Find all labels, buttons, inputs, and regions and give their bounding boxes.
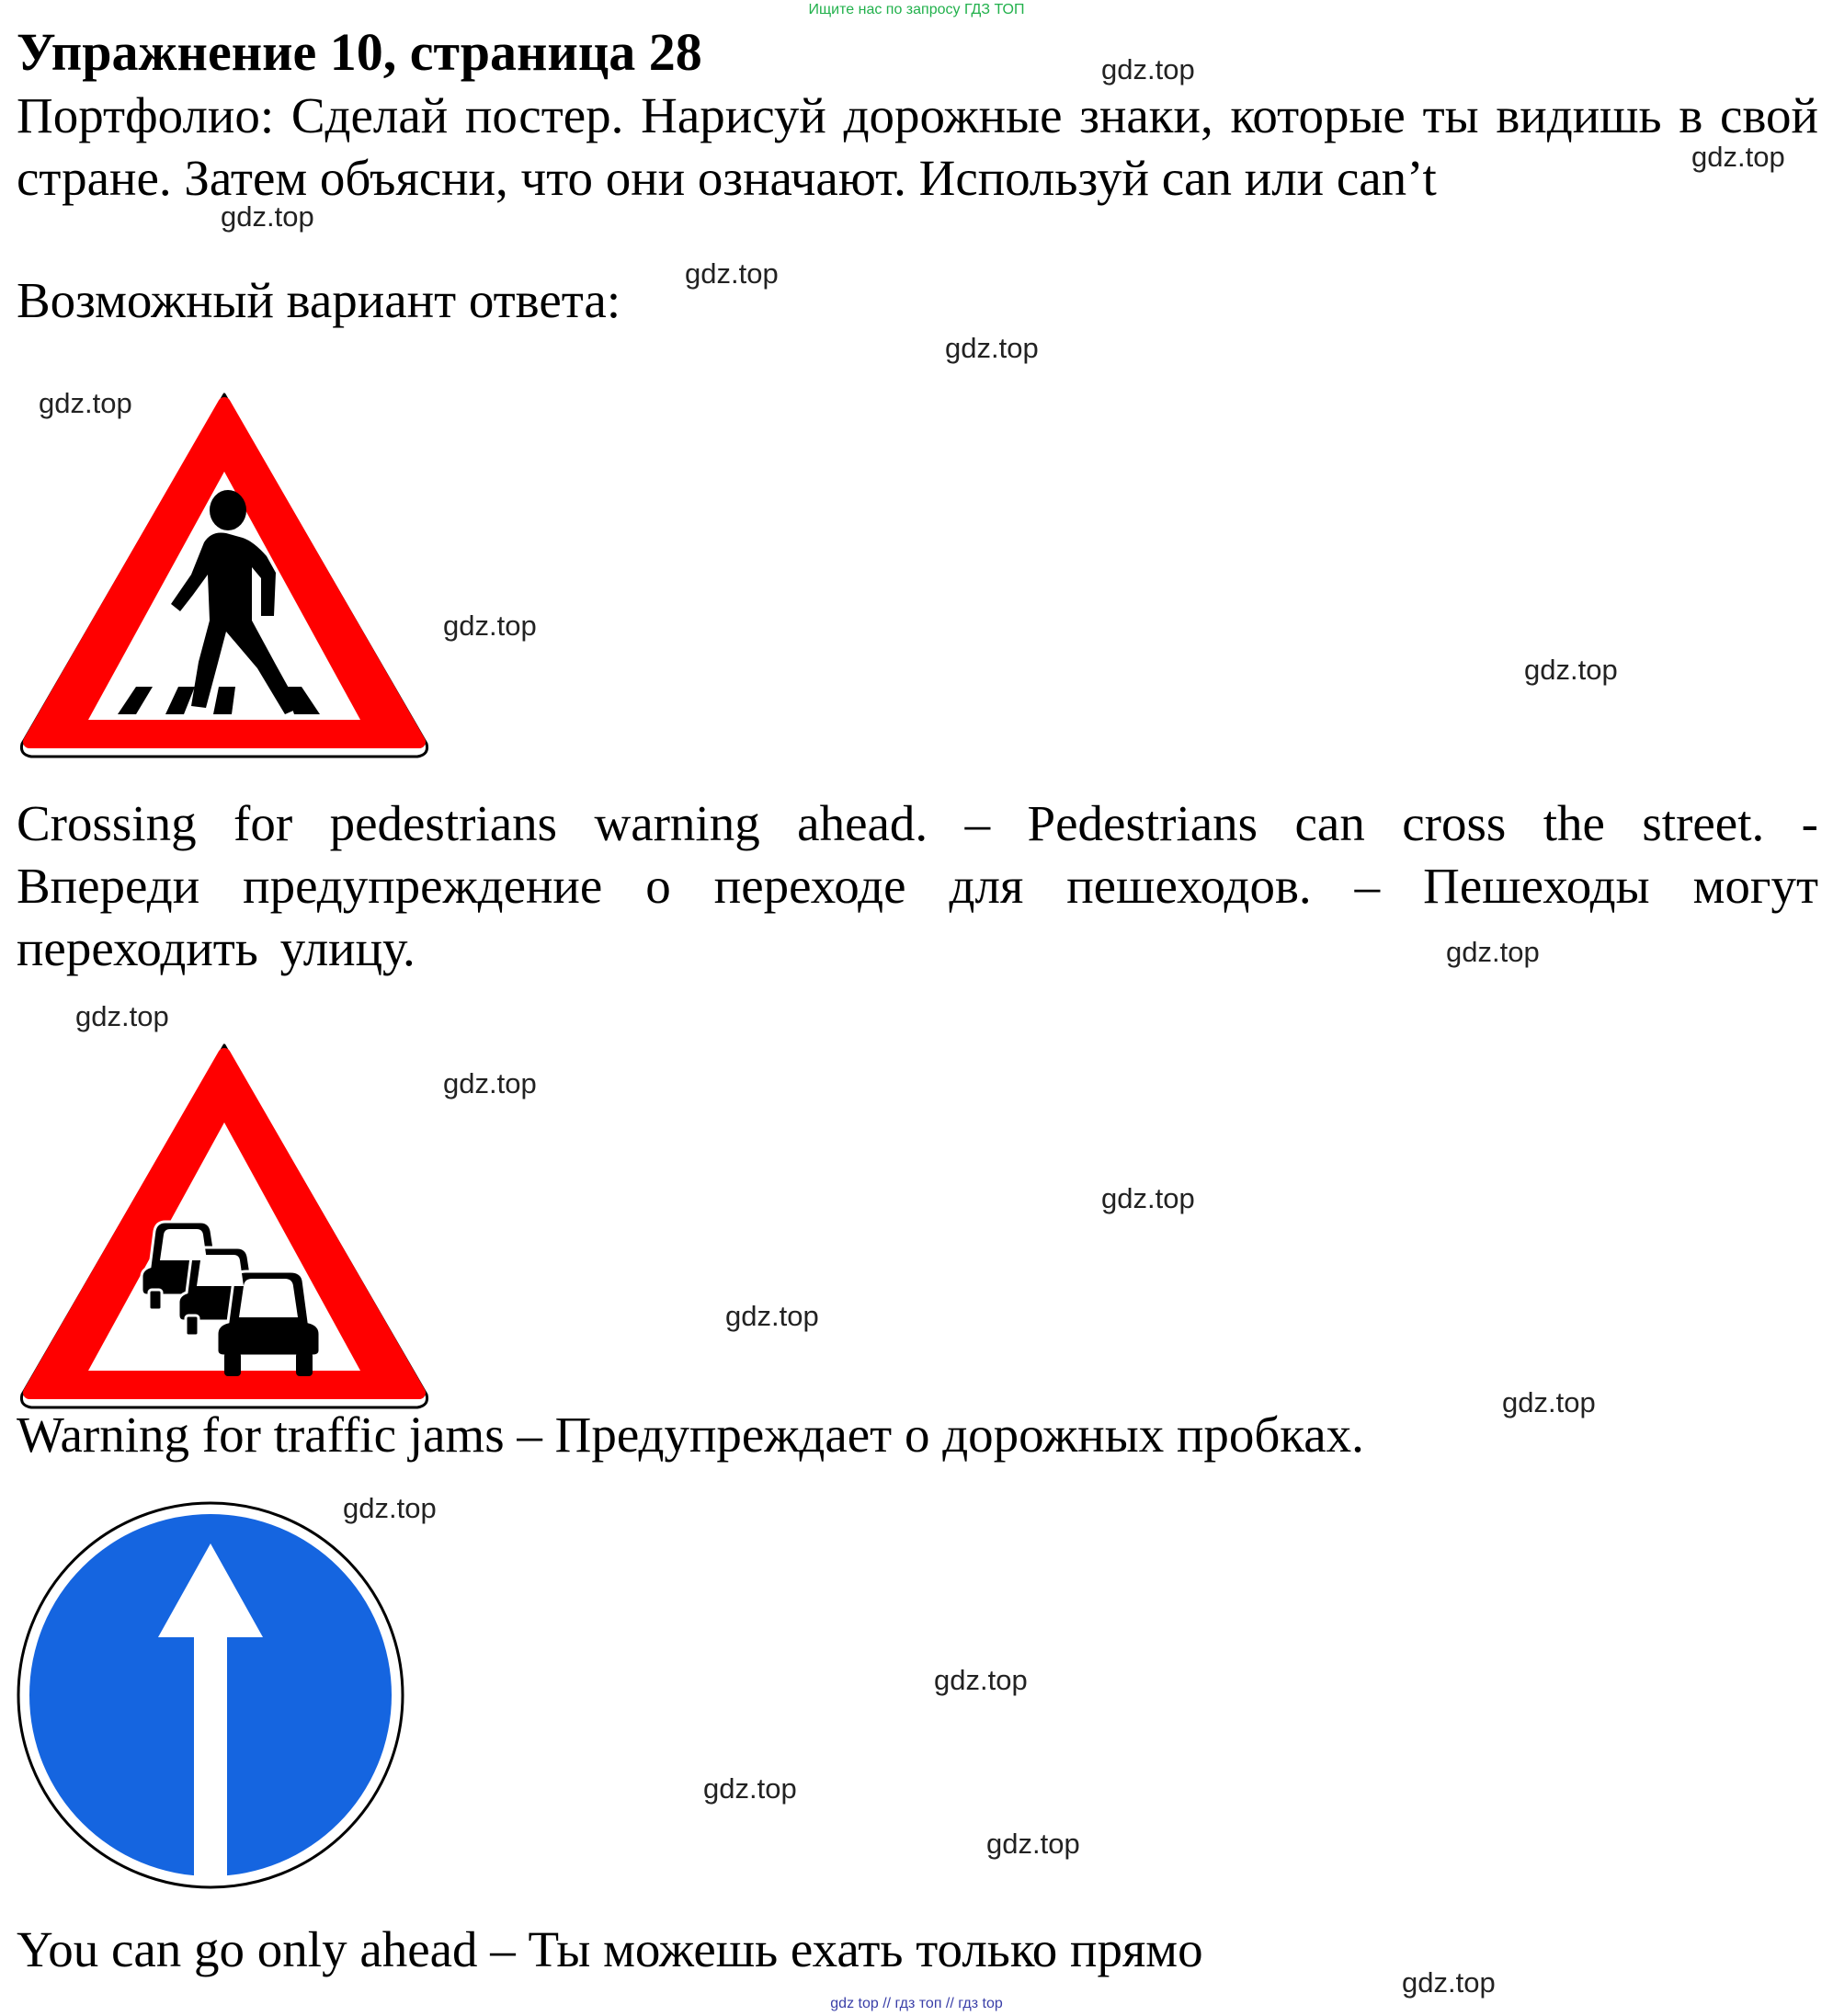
watermark: gdz.top [725,1300,819,1332]
watermark: gdz.top [1101,53,1195,85]
sign-caption-straight-ahead: You can go only ahead – Ты можешь ехать только прямо [17,1921,1203,1977]
top-banner: Ищите нас по запросу ГДЗ ТОП [808,2,1025,17]
watermark: gdz.top [685,257,779,290]
sign-caption-traffic-jam: Warning for traffic jams – Предупреждает о дорожных пробках. [17,1407,1364,1463]
answer-label: Возможный вариант ответа: [17,272,621,328]
watermark: gdz.top [443,1067,537,1099]
pedestrian-crossing-sign-icon [17,391,432,760]
footer: gdz top // гдз топ // гдз top [830,1996,1003,2011]
watermark: gdz.top [945,332,1039,364]
sign-caption-pedestrian: Crossing for pedestrians warning ahead. – Pedestrians can cross the street. - Впереди предупреждение о переходе для пешеходов. – Пешеходы могут переходить улицу. [17,795,1818,976]
watermark: gdz.top [443,609,537,642]
watermark: gdz.top [1402,1966,1496,1999]
watermark: gdz.top [1502,1386,1596,1418]
page-title: Упражнение 10, страница 28 [17,22,702,82]
watermark: gdz.top [39,387,132,419]
watermark: gdz.top [1524,654,1618,686]
watermark: gdz.top [221,200,314,233]
watermark: gdz.top [703,1772,797,1805]
watermark: gdz.top [934,1664,1028,1696]
watermark: gdz.top [75,1000,169,1032]
task-text: Портфолио: Сделай постер. Нарисуй дорожные знаки, которые ты видишь в свой стране. Затем объясни, что они означают. Используй can или can’t [17,87,1818,206]
watermark: gdz.top [1446,936,1540,968]
straight-ahead-only-sign-icon [17,1501,404,1889]
watermark: gdz.top [343,1492,437,1524]
watermark: gdz.top [986,1828,1080,1860]
watermark: gdz.top [1691,141,1785,173]
watermark: gdz.top [1101,1182,1195,1214]
traffic-jam-sign-icon [17,1042,432,1411]
